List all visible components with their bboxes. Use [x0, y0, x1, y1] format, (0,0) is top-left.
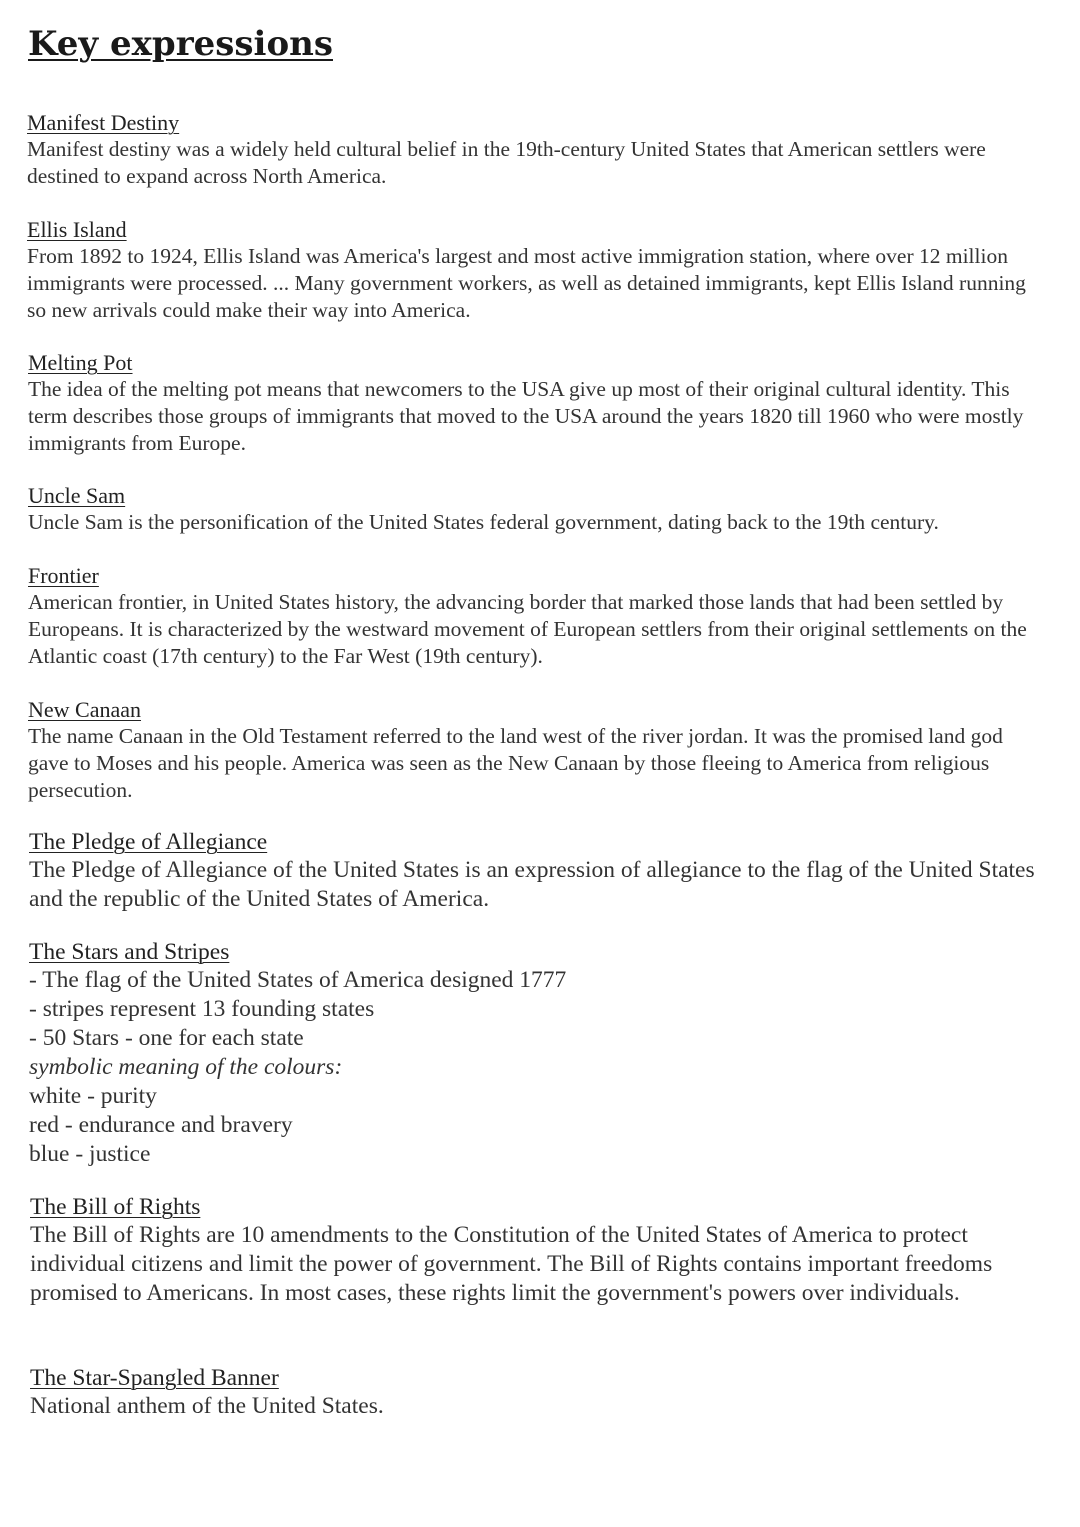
list-item: - stripes represent 13 founding states [29, 996, 375, 1022]
entry-star-spangled-banner [30, 1364, 1060, 1421]
entry-bill-of-rights [30, 1193, 1060, 1308]
list-item: red - endurance and bravery [29, 1112, 293, 1138]
term-heading: Frontier [28, 563, 99, 588]
term-heading: The Stars and Stripes [29, 939, 230, 965]
term-heading: The Bill of Rights [30, 1194, 201, 1220]
term-heading: The Pledge of Allegiance [29, 829, 268, 855]
term-description: National anthem of the United States. [30, 1393, 384, 1419]
entry-frontier [28, 563, 1058, 670]
term-description: The Pledge of Allegiance of the United States is an expression of allegiance to the flag of the United States and the republic of the United States of America. [29, 857, 1035, 912]
term-description: Uncle Sam is the personification of the United States federal government, dating back to the 19th century. [28, 510, 939, 534]
page-title: Key expressions [28, 24, 333, 64]
flag-facts-list [29, 966, 1059, 1169]
list-item: - The flag of the United States of America designed 1777 [29, 967, 567, 993]
term-heading: The Star-Spangled Banner [30, 1365, 279, 1391]
term-heading: Ellis Island [27, 217, 127, 242]
entry-new-canaan [28, 697, 1058, 804]
colours-heading: symbolic meaning of the colours: [29, 1054, 343, 1080]
entry-manifest-destiny [27, 110, 1057, 190]
term-description: The idea of the melting pot means that newcomers to the USA give up most of their original cultural identity. This term describes those groups of immigrants that moved to the USA around the years 1820 till 1960 who were mostly immigrants from Europe. [28, 377, 1024, 455]
entry-ellis-island [27, 217, 1057, 324]
term-description: The name Canaan in the Old Testament referred to the land west of the river jordan. It was the promised land god gave to Moses and his people. America was seen as the New Canaan by those fleeing to America from religious persecution. [28, 724, 1003, 802]
term-heading: New Canaan [28, 697, 142, 722]
term-description: From 1892 to 1924, Ellis Island was America's largest and most active immigration station, where over 12 million immigrants were processed. ... Many government workers, as well as detained immigrants, kept Ellis Island running so new arrivals could make their way into America. [27, 244, 1026, 322]
term-description: American frontier, in United States history, the advancing border that marked those lands that had been settled by Europeans. It is characterized by the westward movement of European settlers from their original settlements on the Atlantic coast (17th century) to the Far West (19th century). [28, 590, 1027, 668]
term-heading: Melting Pot [28, 350, 133, 375]
entry-pledge-of-allegiance [29, 828, 1059, 914]
document-page [28, 22, 1058, 66]
entry-uncle-sam [28, 483, 1058, 536]
list-item: white - purity [29, 1083, 157, 1109]
term-heading: Manifest Destiny [27, 110, 180, 135]
term-description: The Bill of Rights are 10 amendments to the Constitution of the United States of America to protect individual citizens and limit the power of government. The Bill of Rights contains important freedoms promised to Americans. In most cases, these rights limit the government's powers over individuals. [30, 1222, 993, 1306]
list-item: - 50 Stars - one for each state [29, 1025, 304, 1051]
entry-stars-and-stripes [29, 938, 1059, 1169]
list-item: blue - justice [29, 1141, 151, 1167]
entry-melting-pot [28, 350, 1058, 457]
term-heading: Uncle Sam [28, 483, 126, 508]
term-description: Manifest destiny was a widely held cultural belief in the 19th-century United States that American settlers were destined to expand across North America. [27, 137, 986, 188]
